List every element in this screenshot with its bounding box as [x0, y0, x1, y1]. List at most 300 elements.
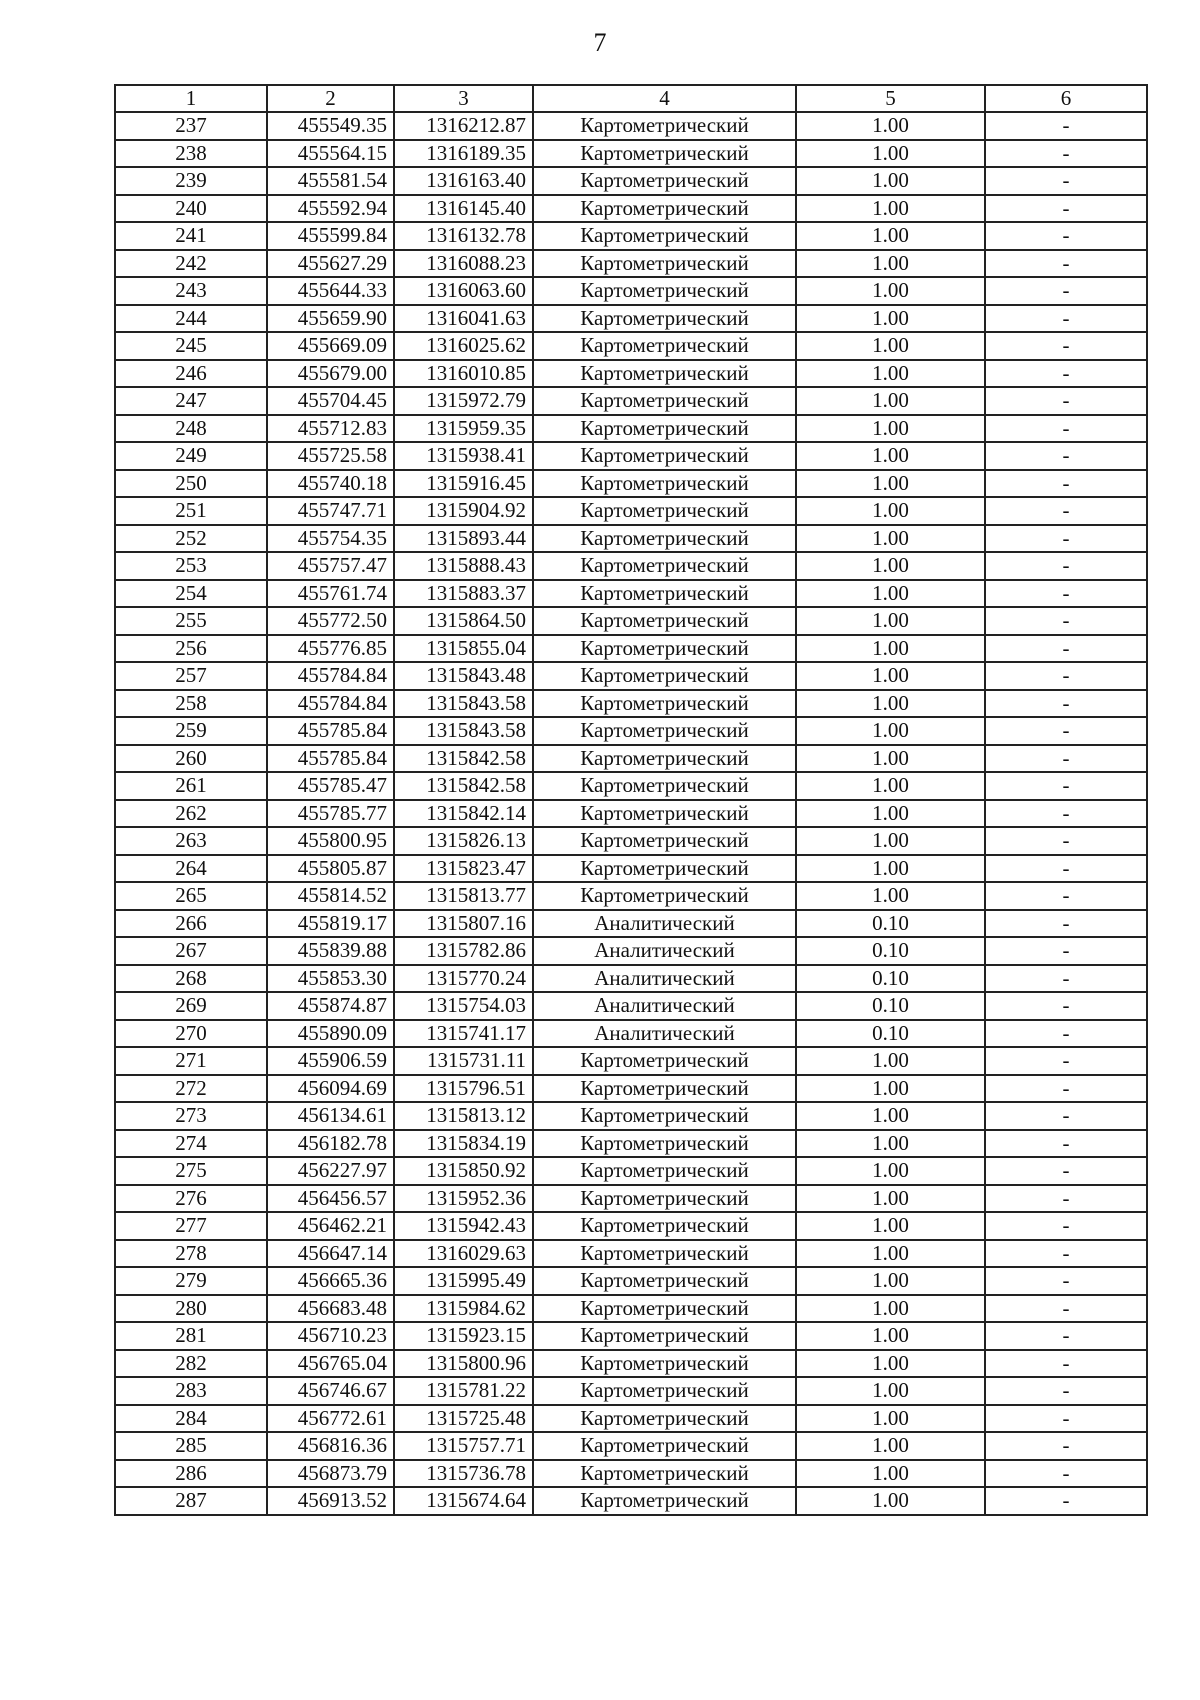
accuracy-cell: 1.00 — [796, 167, 985, 195]
table-row — [115, 1267, 1147, 1295]
x-coordinate-cell: 455805.87 — [267, 855, 394, 883]
method-cell: Картометрический — [533, 332, 796, 360]
point-number-cell: 246 — [115, 360, 267, 388]
note-cell: - — [985, 1240, 1147, 1268]
method-cell: Картометрический — [533, 1460, 796, 1488]
accuracy-cell: 1.00 — [796, 1240, 985, 1268]
x-coordinate-cell: 455549.35 — [267, 112, 394, 140]
point-number-cell: 275 — [115, 1157, 267, 1185]
accuracy-cell: 1.00 — [796, 1157, 985, 1185]
column-header-6: 6 — [985, 85, 1147, 112]
point-number-cell: 250 — [115, 470, 267, 498]
accuracy-cell: 1.00 — [796, 112, 985, 140]
accuracy-cell: 1.00 — [796, 442, 985, 470]
point-number-cell: 283 — [115, 1377, 267, 1405]
y-coordinate-cell: 1315923.15 — [394, 1322, 533, 1350]
y-coordinate-cell: 1315855.04 — [394, 635, 533, 663]
note-cell: - — [985, 525, 1147, 553]
point-number-cell: 248 — [115, 415, 267, 443]
method-cell: Картометрический — [533, 827, 796, 855]
x-coordinate-cell: 456647.14 — [267, 1240, 394, 1268]
method-cell: Картометрический — [533, 415, 796, 443]
note-cell: - — [985, 1020, 1147, 1048]
column-header-3: 3 — [394, 85, 533, 112]
method-cell: Картометрический — [533, 1075, 796, 1103]
table-row — [115, 937, 1147, 965]
point-number-cell: 267 — [115, 937, 267, 965]
note-cell: - — [985, 882, 1147, 910]
table-row — [115, 992, 1147, 1020]
column-header-5: 5 — [796, 85, 985, 112]
y-coordinate-cell: 1316025.62 — [394, 332, 533, 360]
method-cell: Картометрический — [533, 277, 796, 305]
y-coordinate-cell: 1315972.79 — [394, 387, 533, 415]
method-cell: Картометрический — [533, 470, 796, 498]
point-number-cell: 274 — [115, 1130, 267, 1158]
x-coordinate-cell: 456772.61 — [267, 1405, 394, 1433]
method-cell: Картометрический — [533, 167, 796, 195]
point-number-cell: 285 — [115, 1432, 267, 1460]
table-row — [115, 690, 1147, 718]
point-number-cell: 265 — [115, 882, 267, 910]
x-coordinate-cell: 455564.15 — [267, 140, 394, 168]
point-number-cell: 271 — [115, 1047, 267, 1075]
method-cell: Картометрический — [533, 1130, 796, 1158]
y-coordinate-cell: 1315800.96 — [394, 1350, 533, 1378]
y-coordinate-cell: 1315864.50 — [394, 607, 533, 635]
note-cell: - — [985, 360, 1147, 388]
note-cell: - — [985, 1405, 1147, 1433]
table-row — [115, 800, 1147, 828]
method-cell: Картометрический — [533, 195, 796, 223]
y-coordinate-cell: 1315834.19 — [394, 1130, 533, 1158]
accuracy-cell: 1.00 — [796, 1460, 985, 1488]
point-number-cell: 244 — [115, 305, 267, 333]
point-number-cell: 254 — [115, 580, 267, 608]
x-coordinate-cell: 455874.87 — [267, 992, 394, 1020]
y-coordinate-cell: 1315904.92 — [394, 497, 533, 525]
x-coordinate-cell: 456094.69 — [267, 1075, 394, 1103]
method-cell: Картометрический — [533, 1157, 796, 1185]
table-row — [115, 607, 1147, 635]
note-cell: - — [985, 1487, 1147, 1515]
x-coordinate-cell: 455725.58 — [267, 442, 394, 470]
point-number-cell: 263 — [115, 827, 267, 855]
accuracy-cell: 1.00 — [796, 195, 985, 223]
method-cell: Картометрический — [533, 1432, 796, 1460]
method-cell: Картометрический — [533, 360, 796, 388]
y-coordinate-cell: 1316041.63 — [394, 305, 533, 333]
x-coordinate-cell: 455754.35 — [267, 525, 394, 553]
point-number-cell: 257 — [115, 662, 267, 690]
y-coordinate-cell: 1316145.40 — [394, 195, 533, 223]
point-number-cell: 242 — [115, 250, 267, 278]
point-number-cell: 259 — [115, 717, 267, 745]
x-coordinate-cell: 456134.61 — [267, 1102, 394, 1130]
accuracy-cell: 1.00 — [796, 662, 985, 690]
accuracy-cell: 1.00 — [796, 332, 985, 360]
method-cell: Картометрический — [533, 1295, 796, 1323]
table-row — [115, 1295, 1147, 1323]
note-cell: - — [985, 690, 1147, 718]
point-number-cell: 239 — [115, 167, 267, 195]
table-row — [115, 1130, 1147, 1158]
note-cell: - — [985, 470, 1147, 498]
point-number-cell: 255 — [115, 607, 267, 635]
table-row — [115, 360, 1147, 388]
method-cell: Картометрический — [533, 1185, 796, 1213]
column-header-2: 2 — [267, 85, 394, 112]
note-cell: - — [985, 965, 1147, 993]
x-coordinate-cell: 456227.97 — [267, 1157, 394, 1185]
point-number-cell: 280 — [115, 1295, 267, 1323]
y-coordinate-cell: 1315843.48 — [394, 662, 533, 690]
method-cell: Аналитический — [533, 965, 796, 993]
y-coordinate-cell: 1315757.71 — [394, 1432, 533, 1460]
accuracy-cell: 0.10 — [796, 992, 985, 1020]
y-coordinate-cell: 1315916.45 — [394, 470, 533, 498]
x-coordinate-cell: 456462.21 — [267, 1212, 394, 1240]
note-cell: - — [985, 1295, 1147, 1323]
note-cell: - — [985, 1377, 1147, 1405]
accuracy-cell: 1.00 — [796, 250, 985, 278]
y-coordinate-cell: 1315959.35 — [394, 415, 533, 443]
x-coordinate-cell: 455704.45 — [267, 387, 394, 415]
method-cell: Картометрический — [533, 635, 796, 663]
x-coordinate-cell: 456665.36 — [267, 1267, 394, 1295]
note-cell: - — [985, 1350, 1147, 1378]
x-coordinate-cell: 455784.84 — [267, 690, 394, 718]
y-coordinate-cell: 1315893.44 — [394, 525, 533, 553]
page-number: 7 — [593, 28, 607, 57]
method-cell: Картометрический — [533, 525, 796, 553]
accuracy-cell: 1.00 — [796, 552, 985, 580]
note-cell: - — [985, 1075, 1147, 1103]
point-number-cell: 281 — [115, 1322, 267, 1350]
method-cell: Аналитический — [533, 992, 796, 1020]
table-row — [115, 112, 1147, 140]
table-row — [115, 580, 1147, 608]
x-coordinate-cell: 455800.95 — [267, 827, 394, 855]
table-row — [115, 855, 1147, 883]
accuracy-cell: 1.00 — [796, 717, 985, 745]
x-coordinate-cell: 455757.47 — [267, 552, 394, 580]
note-cell: - — [985, 140, 1147, 168]
x-coordinate-cell: 455785.77 — [267, 800, 394, 828]
y-coordinate-cell: 1315770.24 — [394, 965, 533, 993]
point-number-cell: 287 — [115, 1487, 267, 1515]
x-coordinate-cell: 455785.47 — [267, 772, 394, 800]
method-cell: Картометрический — [533, 1212, 796, 1240]
y-coordinate-cell: 1315725.48 — [394, 1405, 533, 1433]
table-row — [115, 910, 1147, 938]
y-coordinate-cell: 1316189.35 — [394, 140, 533, 168]
accuracy-cell: 1.00 — [796, 222, 985, 250]
table-row — [115, 1020, 1147, 1048]
note-cell: - — [985, 167, 1147, 195]
point-number-cell: 251 — [115, 497, 267, 525]
y-coordinate-cell: 1315741.17 — [394, 1020, 533, 1048]
method-cell: Картометрический — [533, 387, 796, 415]
table-row — [115, 965, 1147, 993]
accuracy-cell: 1.00 — [796, 1350, 985, 1378]
method-cell: Картометрический — [533, 580, 796, 608]
accuracy-cell: 1.00 — [796, 745, 985, 773]
method-cell: Картометрический — [533, 1322, 796, 1350]
x-coordinate-cell: 455659.90 — [267, 305, 394, 333]
method-cell: Картометрический — [533, 1267, 796, 1295]
accuracy-cell: 1.00 — [796, 1322, 985, 1350]
note-cell: - — [985, 277, 1147, 305]
note-cell: - — [985, 937, 1147, 965]
table-row — [115, 1075, 1147, 1103]
x-coordinate-cell: 455814.52 — [267, 882, 394, 910]
table-row — [115, 387, 1147, 415]
point-number-cell: 237 — [115, 112, 267, 140]
y-coordinate-cell: 1315826.13 — [394, 827, 533, 855]
accuracy-cell: 1.00 — [796, 1432, 985, 1460]
method-cell: Картометрический — [533, 1350, 796, 1378]
column-header-1: 1 — [115, 85, 267, 112]
y-coordinate-cell: 1315995.49 — [394, 1267, 533, 1295]
accuracy-cell: 1.00 — [796, 580, 985, 608]
table-row — [115, 1432, 1147, 1460]
method-cell: Картометрический — [533, 222, 796, 250]
y-coordinate-cell: 1315842.58 — [394, 745, 533, 773]
y-coordinate-cell: 1315888.43 — [394, 552, 533, 580]
x-coordinate-cell: 456182.78 — [267, 1130, 394, 1158]
point-number-cell: 286 — [115, 1460, 267, 1488]
y-coordinate-cell: 1315754.03 — [394, 992, 533, 1020]
y-coordinate-cell: 1316163.40 — [394, 167, 533, 195]
x-coordinate-cell: 456816.36 — [267, 1432, 394, 1460]
table-row — [115, 305, 1147, 333]
table-row — [115, 1377, 1147, 1405]
table-row — [115, 717, 1147, 745]
table-row — [115, 1460, 1147, 1488]
y-coordinate-cell: 1315984.62 — [394, 1295, 533, 1323]
x-coordinate-cell: 455785.84 — [267, 717, 394, 745]
x-coordinate-cell: 455740.18 — [267, 470, 394, 498]
point-number-cell: 241 — [115, 222, 267, 250]
note-cell: - — [985, 1432, 1147, 1460]
accuracy-cell: 1.00 — [796, 1267, 985, 1295]
point-number-cell: 277 — [115, 1212, 267, 1240]
table-row — [115, 1102, 1147, 1130]
y-coordinate-cell: 1315942.43 — [394, 1212, 533, 1240]
note-cell: - — [985, 112, 1147, 140]
table-row — [115, 1185, 1147, 1213]
method-cell: Картометрический — [533, 662, 796, 690]
x-coordinate-cell: 455853.30 — [267, 965, 394, 993]
method-cell: Картометрический — [533, 882, 796, 910]
table-row — [115, 415, 1147, 443]
accuracy-cell: 1.00 — [796, 305, 985, 333]
method-cell: Картометрический — [533, 305, 796, 333]
accuracy-cell: 1.00 — [796, 470, 985, 498]
table-row — [115, 250, 1147, 278]
table-row — [115, 1487, 1147, 1515]
point-number-cell: 261 — [115, 772, 267, 800]
x-coordinate-cell: 455592.94 — [267, 195, 394, 223]
accuracy-cell: 1.00 — [796, 525, 985, 553]
note-cell: - — [985, 497, 1147, 525]
method-cell: Картометрический — [533, 497, 796, 525]
x-coordinate-cell: 455785.84 — [267, 745, 394, 773]
method-cell: Картометрический — [533, 442, 796, 470]
note-cell: - — [985, 745, 1147, 773]
point-number-cell: 260 — [115, 745, 267, 773]
accuracy-cell: 1.00 — [796, 827, 985, 855]
note-cell: - — [985, 1212, 1147, 1240]
accuracy-cell: 1.00 — [796, 1185, 985, 1213]
table-row — [115, 1240, 1147, 1268]
note-cell: - — [985, 250, 1147, 278]
x-coordinate-cell: 455761.74 — [267, 580, 394, 608]
table-row — [115, 827, 1147, 855]
point-number-cell: 253 — [115, 552, 267, 580]
accuracy-cell: 1.00 — [796, 1487, 985, 1515]
accuracy-cell: 1.00 — [796, 772, 985, 800]
y-coordinate-cell: 1315842.58 — [394, 772, 533, 800]
y-coordinate-cell: 1316132.78 — [394, 222, 533, 250]
table-row — [115, 1047, 1147, 1075]
note-cell: - — [985, 607, 1147, 635]
accuracy-cell: 1.00 — [796, 1102, 985, 1130]
note-cell: - — [985, 305, 1147, 333]
method-cell: Картометрический — [533, 140, 796, 168]
x-coordinate-cell: 456913.52 — [267, 1487, 394, 1515]
table-row — [115, 1350, 1147, 1378]
x-coordinate-cell: 456873.79 — [267, 1460, 394, 1488]
accuracy-cell: 1.00 — [796, 690, 985, 718]
note-cell: - — [985, 827, 1147, 855]
note-cell: - — [985, 1322, 1147, 1350]
accuracy-cell: 0.10 — [796, 910, 985, 938]
coordinates-table — [114, 84, 1148, 1516]
method-cell: Картометрический — [533, 112, 796, 140]
x-coordinate-cell: 456765.04 — [267, 1350, 394, 1378]
x-coordinate-cell: 455776.85 — [267, 635, 394, 663]
y-coordinate-cell: 1316029.63 — [394, 1240, 533, 1268]
y-coordinate-cell: 1315813.77 — [394, 882, 533, 910]
y-coordinate-cell: 1315823.47 — [394, 855, 533, 883]
accuracy-cell: 1.00 — [796, 800, 985, 828]
table-header — [115, 85, 1147, 112]
table-row — [115, 442, 1147, 470]
y-coordinate-cell: 1315850.92 — [394, 1157, 533, 1185]
table-row — [115, 525, 1147, 553]
point-number-cell: 258 — [115, 690, 267, 718]
table-row — [115, 1212, 1147, 1240]
x-coordinate-cell: 456683.48 — [267, 1295, 394, 1323]
note-cell: - — [985, 1267, 1147, 1295]
point-number-cell: 238 — [115, 140, 267, 168]
x-coordinate-cell: 456710.23 — [267, 1322, 394, 1350]
note-cell: - — [985, 415, 1147, 443]
note-cell: - — [985, 580, 1147, 608]
x-coordinate-cell: 455679.00 — [267, 360, 394, 388]
note-cell: - — [985, 772, 1147, 800]
point-number-cell: 284 — [115, 1405, 267, 1433]
accuracy-cell: 1.00 — [796, 360, 985, 388]
note-cell: - — [985, 717, 1147, 745]
point-number-cell: 270 — [115, 1020, 267, 1048]
accuracy-cell: 1.00 — [796, 882, 985, 910]
accuracy-cell: 1.00 — [796, 1130, 985, 1158]
note-cell: - — [985, 800, 1147, 828]
x-coordinate-cell: 455627.29 — [267, 250, 394, 278]
x-coordinate-cell: 456456.57 — [267, 1185, 394, 1213]
accuracy-cell: 1.00 — [796, 1377, 985, 1405]
table-row — [115, 167, 1147, 195]
point-number-cell: 245 — [115, 332, 267, 360]
method-cell: Картометрический — [533, 745, 796, 773]
y-coordinate-cell: 1316063.60 — [394, 277, 533, 305]
method-cell: Аналитический — [533, 1020, 796, 1048]
method-cell: Картометрический — [533, 717, 796, 745]
accuracy-cell: 1.00 — [796, 140, 985, 168]
table-row — [115, 277, 1147, 305]
method-cell: Картометрический — [533, 855, 796, 883]
x-coordinate-cell: 455644.33 — [267, 277, 394, 305]
x-coordinate-cell: 455784.84 — [267, 662, 394, 690]
note-cell: - — [985, 1157, 1147, 1185]
note-cell: - — [985, 992, 1147, 1020]
point-number-cell: 273 — [115, 1102, 267, 1130]
table-row — [115, 140, 1147, 168]
note-cell: - — [985, 910, 1147, 938]
method-cell: Картометрический — [533, 1377, 796, 1405]
x-coordinate-cell: 455890.09 — [267, 1020, 394, 1048]
method-cell: Картометрический — [533, 1487, 796, 1515]
accuracy-cell: 1.00 — [796, 1295, 985, 1323]
y-coordinate-cell: 1315843.58 — [394, 717, 533, 745]
x-coordinate-cell: 455772.50 — [267, 607, 394, 635]
note-cell: - — [985, 855, 1147, 883]
accuracy-cell: 1.00 — [796, 1075, 985, 1103]
point-number-cell: 269 — [115, 992, 267, 1020]
y-coordinate-cell: 1315781.22 — [394, 1377, 533, 1405]
table-row — [115, 635, 1147, 663]
point-number-cell: 278 — [115, 1240, 267, 1268]
table-body — [115, 112, 1147, 1515]
point-number-cell: 272 — [115, 1075, 267, 1103]
x-coordinate-cell: 455599.84 — [267, 222, 394, 250]
y-coordinate-cell: 1316088.23 — [394, 250, 533, 278]
point-number-cell: 252 — [115, 525, 267, 553]
method-cell: Картометрический — [533, 552, 796, 580]
table-row — [115, 552, 1147, 580]
y-coordinate-cell: 1315883.37 — [394, 580, 533, 608]
method-cell: Картометрический — [533, 250, 796, 278]
point-number-cell: 256 — [115, 635, 267, 663]
point-number-cell: 262 — [115, 800, 267, 828]
method-cell: Картометрический — [533, 1405, 796, 1433]
note-cell: - — [985, 1460, 1147, 1488]
note-cell: - — [985, 635, 1147, 663]
note-cell: - — [985, 442, 1147, 470]
y-coordinate-cell: 1315674.64 — [394, 1487, 533, 1515]
table-row — [115, 1322, 1147, 1350]
note-cell: - — [985, 387, 1147, 415]
accuracy-cell: 1.00 — [796, 277, 985, 305]
x-coordinate-cell: 455669.09 — [267, 332, 394, 360]
table-row — [115, 1157, 1147, 1185]
accuracy-cell: 1.00 — [796, 415, 985, 443]
y-coordinate-cell: 1315842.14 — [394, 800, 533, 828]
accuracy-cell: 0.10 — [796, 937, 985, 965]
